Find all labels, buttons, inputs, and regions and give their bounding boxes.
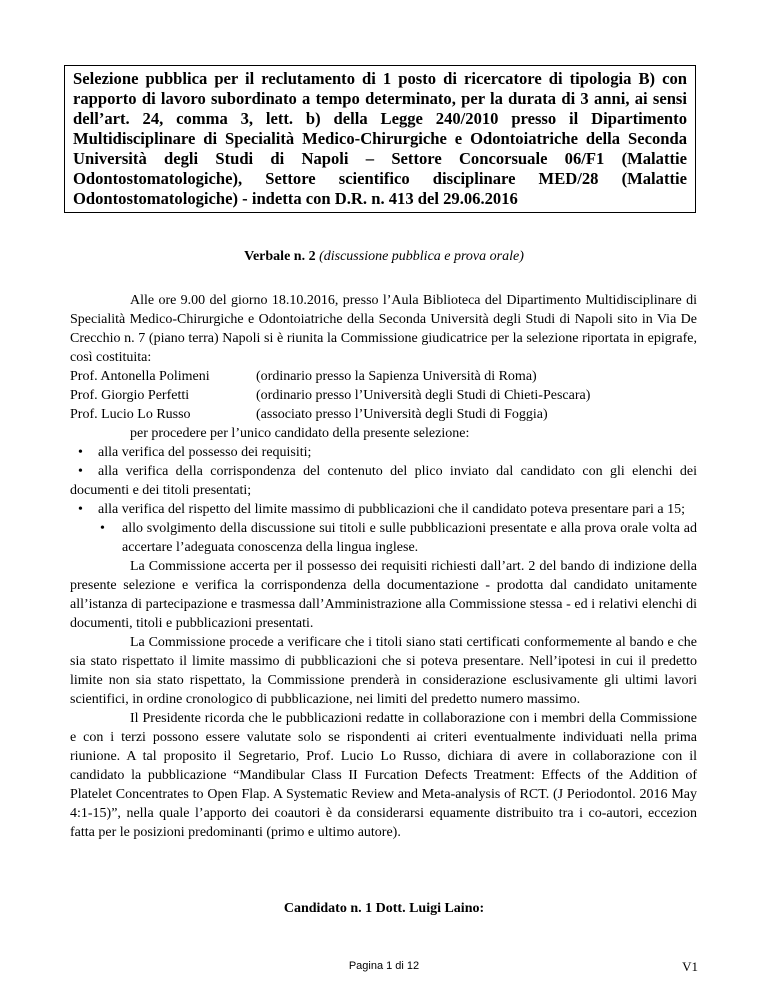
minutes-number: Verbale n. 2 — [244, 249, 316, 264]
page-number: Pagina 1 di 12 — [348, 960, 420, 972]
minutes-heading — [0, 248, 768, 266]
member-name: Prof. Lucio Lo Russo — [70, 407, 191, 422]
document-title: Selezione pubblica per il reclutamento di 1 posto di ricercatore di tipologia B) con rapporto di lavoro subordinato a tempo determinato, per la durata di 3 anni, ai sensi dell’art. 24, comma 3, lett. b) della Legge 240/2010 presso il Dipartimento Multidisciplinare di Specialità Medico-Chirurgiche e Odontoiatriche della Seconda Università degli Studi di Napoli – Settore Concorsuale 06/F1 (Malattie Odontostomatologiche), Settore scientifico disciplinare MED/28 (Malattie Odontostomatologiche) - indetta con D.R. n. 413 del 29.06.2016 — [73, 69, 687, 208]
version-label: V1 — [682, 959, 698, 974]
opening-paragraph: Alle ore 9.00 del giorno 18.10.2016, presso l’Aula Biblioteca del Dipartimento Multidisciplinare di Specialità Medico-Chirurgiche e Odontoiatriche della Seconda Università degli Studi di Napoli sito in Via De Crecchio n. 7 (piano terra) Napoli si è riunita la Commissione giudicatrice per la selezione riportata in epigrafe, così costituita: — [70, 293, 697, 365]
member-role: (ordinario presso l’Università degli Studi di Chieti-Pescara) — [256, 388, 591, 403]
list-item-text: alla verifica del rispetto del limite massimo di pubblicazioni che il candidato poteva presentare pari a 15; — [98, 502, 686, 517]
member-name: Prof. Antonella Polimeni — [70, 369, 210, 384]
minutes-subtitle: (discussione pubblica e prova orale) — [319, 249, 524, 264]
procedure-list — [70, 443, 697, 557]
bullet-icon: • — [100, 521, 105, 536]
member-role: (ordinario presso la Sapienza Università di Roma) — [256, 369, 537, 384]
body-paragraph: Il Presidente ricorda che le pubblicazioni redatte in collaborazione con i membri della Commissione e con i terzi possono essere valutate solo se rispondenti ai criteri eventualmente individuati nella prima riunione. A tal proposito il Segretario, Prof. Lucio Lo Russo, dichiara di avere in collaborazione con il candidato la pubblicazione “Mandibular Class II Furcation Defects Treatment: Effects of the Addition of Platelet Concentrates to Open Flap. A Systematic Review and Meta-analysis of RCT. (J Periodontol. 2016 May 4:1-15)”, nella quale l’apporto dei coautori è da considerarsi equamente distribuito tra i co-autori, eccezion fatta per le posizioni predominanti (primo e ultimo autore). — [70, 711, 697, 840]
body-paragraph: La Commissione procede a verificare che i titoli siano stati certificati conformemente al bando e che sia stato rispettato il limite massimo di pubblicazioni che si poteva presentare. Nell’ipotesi in cui il predetto limite non sia stato rispettato, la Commissione prenderà in considerazione esclusivamente gli ultimi lavori scientifici, in ordine cronologico di pubblicazione, nei limiti del predetto numero massimo. — [70, 635, 697, 707]
bullet-icon: • — [78, 464, 83, 479]
document-title-box — [64, 65, 696, 213]
document-body — [70, 291, 697, 842]
procedure-intro: per procedere per l’unico candidato della presente selezione: — [130, 426, 470, 441]
list-item — [70, 519, 697, 557]
committee-members — [70, 367, 697, 424]
list-item — [70, 462, 697, 500]
list-item-text: allo svolgimento della discussione sui titoli e sulle pubblicazioni presentate e alla prova orale volta ad accertare l’adeguata conoscenza della lingua inglese. — [122, 521, 697, 555]
bullet-icon: • — [78, 502, 83, 517]
committee-member — [70, 405, 697, 424]
body-paragraph: La Commissione accerta per il possesso dei requisiti richiesti dall’art. 2 del bando di indizione della presente selezione e verifica la corrispondenza della documentazione - prodotta dal candidato unitamente all’istanza di partecipazione e trasmessa dall’Amministrazione alla Commissione stessa - ed i relativi elenchi di documenti, titoli e pubblicazioni presentati. — [70, 559, 697, 631]
list-item — [70, 500, 697, 519]
list-item — [70, 443, 697, 462]
list-item-text: alla verifica del possesso dei requisiti; — [98, 445, 312, 460]
committee-member — [70, 367, 697, 386]
candidate-heading: Candidato n. 1 Dott. Luigi Laino: — [283, 901, 485, 916]
member-name: Prof. Giorgio Perfetti — [70, 388, 190, 403]
bullet-icon: • — [78, 445, 83, 460]
member-role: (associato presso l’Università degli Studi di Foggia) — [256, 407, 548, 422]
list-item-text: alla verifica della corrispondenza del contenuto del plico inviato dal candidato con gli elenchi dei documenti e dei titoli presentati; — [70, 464, 697, 498]
committee-member — [70, 386, 697, 405]
